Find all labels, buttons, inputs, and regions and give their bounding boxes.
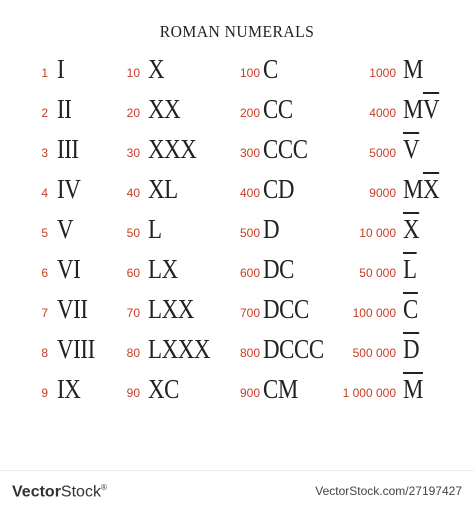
- cell-col3: [210, 254, 350, 294]
- roman-numeral: XX: [148, 94, 181, 124]
- roman-numeral: XXX: [148, 134, 197, 164]
- arabic-number: 10: [126, 66, 140, 80]
- cell-col2: [100, 334, 220, 374]
- cell-col4: [330, 254, 474, 294]
- roman-numeral: D: [263, 214, 280, 244]
- roman-numeral: LXXX: [148, 334, 211, 364]
- grid-row: [0, 134, 474, 174]
- arabic-number: 60: [126, 266, 140, 280]
- cell-col4: [330, 334, 474, 374]
- arabic-number: 4000: [369, 106, 396, 120]
- arabic-number: 700: [239, 306, 260, 320]
- watermark-footer: [0, 470, 474, 511]
- cell-col4: [330, 174, 474, 214]
- roman-numeral: $M\overline{X}$: [403, 174, 440, 204]
- roman-numeral: $\overline{X}$: [403, 214, 420, 244]
- roman-numeral: X: [148, 54, 165, 84]
- roman-numeral: CC: [263, 94, 293, 124]
- roman-numeral: CCC: [263, 134, 308, 164]
- cell-col2: [100, 174, 220, 214]
- cell-col2: [100, 134, 220, 174]
- arabic-number: 400: [239, 186, 260, 200]
- cell-col4: [330, 54, 474, 94]
- roman-numeral: LXX: [148, 294, 194, 324]
- arabic-number: 9: [41, 386, 48, 400]
- roman-numeral: DC: [263, 254, 295, 284]
- cell-col4: [330, 214, 474, 254]
- arabic-number: 2: [41, 106, 48, 120]
- cell-col2: [100, 214, 220, 254]
- arabic-number: 30: [126, 146, 140, 160]
- arabic-number: 800: [239, 346, 260, 360]
- grid-row: [0, 94, 474, 134]
- grid-row: [0, 254, 474, 294]
- cell-col4: [330, 374, 474, 414]
- arabic-number: 9000: [369, 186, 396, 200]
- roman-numeral: C: [263, 54, 278, 84]
- arabic-number: 6: [41, 266, 48, 280]
- roman-numeral: II: [57, 94, 72, 124]
- grid-row: [0, 214, 474, 254]
- roman-numeral: M: [403, 54, 423, 84]
- roman-numeral: $M\overline{V}$: [403, 94, 440, 124]
- grid-row: [0, 54, 474, 94]
- arabic-number: 900: [239, 386, 260, 400]
- cell-col3: [210, 94, 350, 134]
- roman-numeral: DCCC: [263, 334, 324, 364]
- arabic-number: 50 000: [359, 266, 396, 280]
- cell-col3: [210, 334, 350, 374]
- arabic-number: 10 000: [359, 226, 396, 240]
- roman-numeral: $\overline{M}$: [403, 374, 423, 404]
- cell-col2: [100, 54, 220, 94]
- cell-col2: [100, 294, 220, 334]
- cell-col4: [330, 94, 474, 134]
- cell-col2: [100, 94, 220, 134]
- roman-numeral: $\overline{D}$: [403, 334, 420, 364]
- roman-numeral: L: [148, 214, 162, 244]
- cell-col4: [330, 294, 474, 334]
- roman-numeral: DCC: [263, 294, 309, 324]
- cell-col2: [100, 374, 220, 414]
- arabic-number: 300: [239, 146, 260, 160]
- roman-numeral: IV: [57, 174, 81, 204]
- roman-numeral: III: [57, 134, 79, 164]
- cell-col3: [210, 214, 350, 254]
- arabic-number: 80: [126, 346, 140, 360]
- arabic-number: 500: [239, 226, 260, 240]
- arabic-number: 200: [239, 106, 260, 120]
- arabic-number: 5000: [369, 146, 396, 160]
- arabic-number: 5: [41, 226, 48, 240]
- roman-numeral: CD: [263, 174, 295, 204]
- arabic-number: 40: [126, 186, 140, 200]
- arabic-number: 7: [41, 306, 48, 320]
- arabic-number: 70: [126, 306, 140, 320]
- cell-col3: [210, 294, 350, 334]
- numeral-grid: [0, 54, 474, 454]
- cell-col3: [210, 174, 350, 214]
- arabic-number: 90: [126, 386, 140, 400]
- arabic-number: 500 000: [352, 346, 396, 360]
- arabic-number: 1: [41, 66, 48, 80]
- cell-col3: [210, 134, 350, 174]
- brand-logo: VectorStock®: [12, 483, 107, 501]
- arabic-number: 8: [41, 346, 48, 360]
- grid-row: [0, 374, 474, 414]
- arabic-number: 4: [41, 186, 48, 200]
- arabic-number: 50: [126, 226, 140, 240]
- arabic-number: 1000: [369, 66, 396, 80]
- cell-col2: [100, 254, 220, 294]
- arabic-number: 20: [126, 106, 140, 120]
- roman-numeral: LX: [148, 254, 178, 284]
- roman-numeral: VII: [57, 294, 88, 324]
- roman-numeral: CM: [263, 374, 298, 404]
- arabic-number: 100 000: [352, 306, 396, 320]
- roman-numeral: $\overline{V}$: [403, 134, 420, 164]
- roman-numeral: VIII: [57, 334, 95, 364]
- cell-col4: [330, 134, 474, 174]
- arabic-number: 1 000 000: [342, 386, 396, 400]
- grid-row: [0, 294, 474, 334]
- roman-numeral: $\overline{L}$: [403, 254, 417, 284]
- arabic-number: 600: [239, 266, 260, 280]
- arabic-number: 100: [239, 66, 260, 80]
- roman-numeral: XL: [148, 174, 178, 204]
- roman-numeral: I: [57, 54, 65, 84]
- cell-col3: [210, 374, 350, 414]
- roman-numeral: XC: [148, 374, 180, 404]
- grid-row: [0, 334, 474, 374]
- grid-row: [0, 174, 474, 214]
- roman-numeral: VI: [57, 254, 81, 284]
- arabic-number: 3: [41, 146, 48, 160]
- image-credit: VectorStock.com/27197427: [315, 484, 462, 498]
- roman-numeral: IX: [57, 374, 81, 404]
- cell-col3: [210, 54, 350, 94]
- roman-numeral: $\overline{C}$: [403, 294, 418, 324]
- roman-numeral: V: [57, 214, 74, 244]
- page-title: ROMAN NUMERALS: [159, 22, 315, 41]
